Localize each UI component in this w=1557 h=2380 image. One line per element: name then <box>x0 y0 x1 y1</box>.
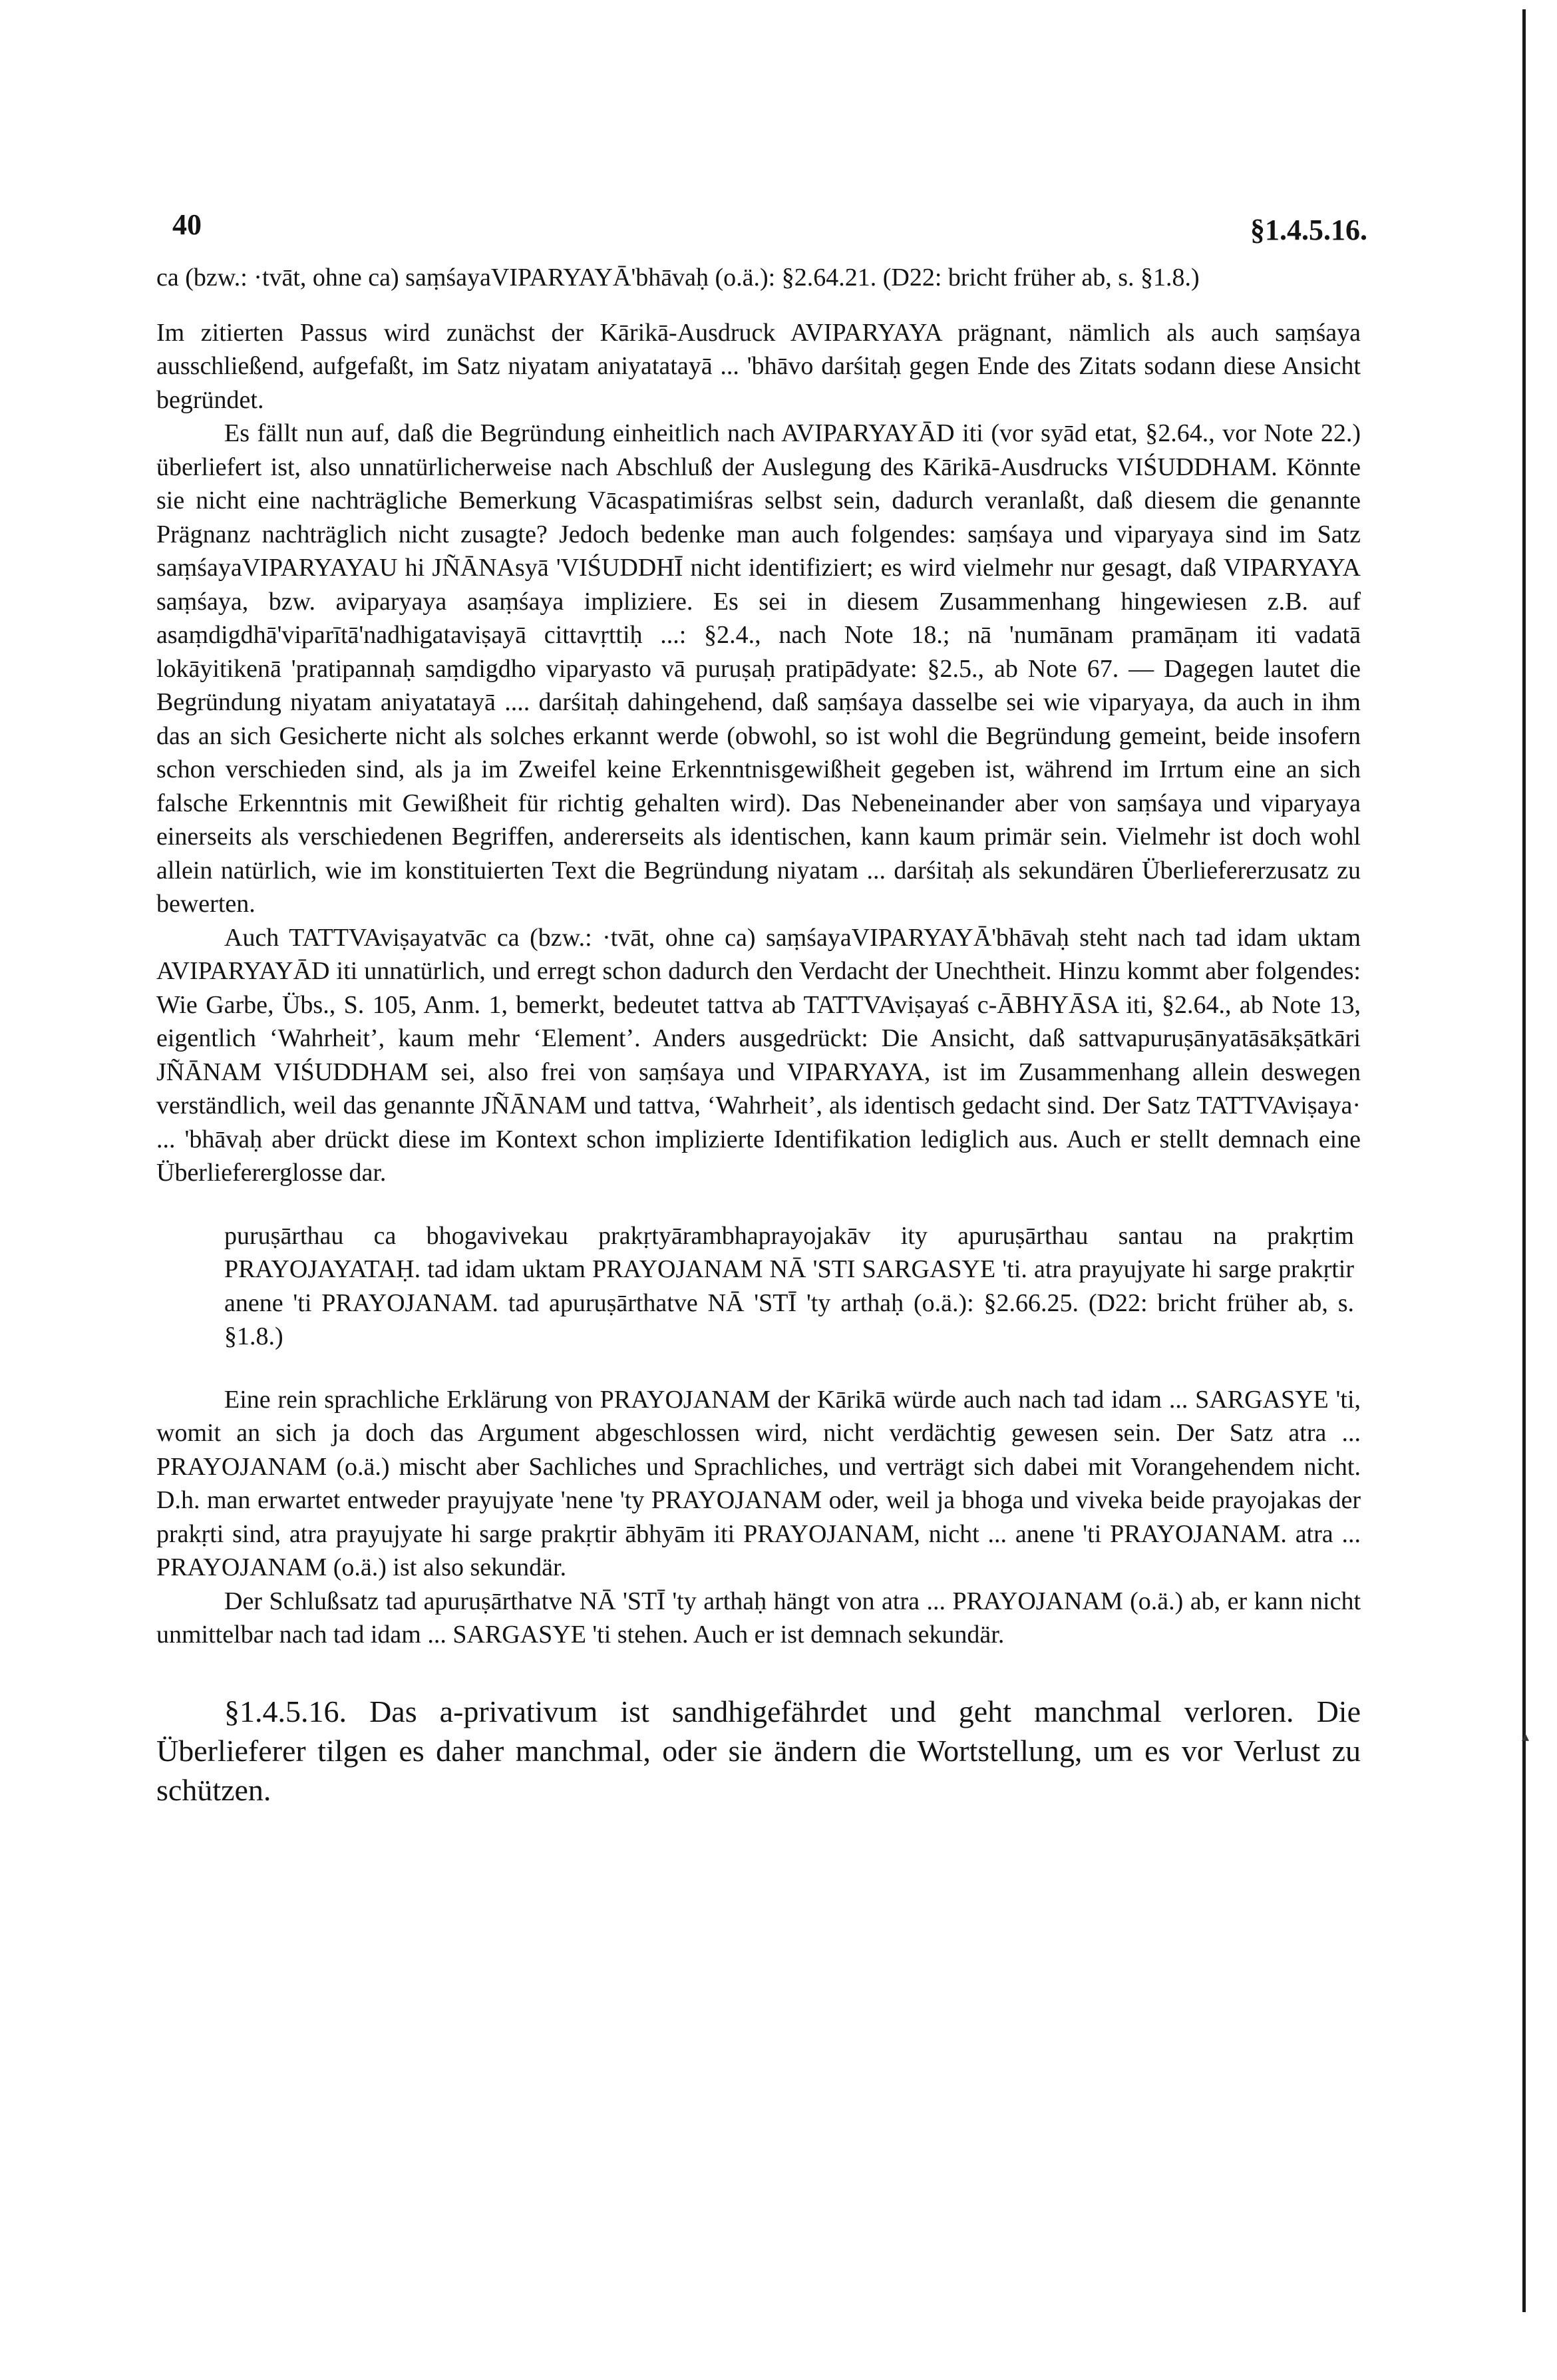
quoted-passage: puruṣārthau ca bhogavivekau prakṛtyārambhaprayojakāv ity apuruṣārthau santau na prakṛtim PRAYOJAYATAḤ. tad idam uktam PRAYOJANAM NĀ 'STI SARGASYE 'ti. atra prayujyate hi sarge prakṛtir anene 'ti PRAYOJANAM. tad apuruṣārthatve NĀ 'STĪ 'ty arthaḥ (o.ä.): §2.66.25. (D22: bricht früher ab, s. §1.8.) <box>224 1221 1354 1350</box>
scan-edge-line <box>1522 9 1526 2312</box>
paragraph-5: Eine rein sprachliche Erklärung von PRAYOJANAM der Kārikā würde auch nach tad idam ... SARGASYE 'ti, womit an sich ja doch das Argument abgeschlossen wird, nicht verdächtig gewesen sein. Der Satz atra ... PRAYOJANAM (o.ä.) mischt aber Sachliches und Sprachliches, und verträgt sich dabei mit Vorangehendem nicht. D.h. man erwartet entweder prayujyate 'nene 'ty PRAYOJANAM oder, weil ja bhoga und viveka beide prayojakas der prakṛti sind, atra prayujyate hi sarge prakṛtir ābhyām iti PRAYOJANAM, nicht ... anene 'ti PRAYOJANAM. atra ... PRAYOJANAM (o.ä.) ist also sekundär. <box>156 1385 1361 1581</box>
section-heading: §1.4.5.16. Das a-privativum ist sandhigefährdet und geht manchmal verloren. Die Überlieferer tilgen es daher manchmal, oder sie ändern die Wortstellung, um es vor Verlust zu schützen. <box>156 1694 1361 1807</box>
paragraph-3: Es fällt nun auf, daß die Begründung einheitlich nach AVIPARYAYĀD iti (vor syād etat, §2.64., vor Note 22.) überliefert ist, also unnatürlicherweise nach Abschluß der Auslegung des Kārikā-Ausdrucks VIŚUDDHAM. Könnte sie nicht eine nachträgliche Bemerkung Vācaspatimiśras selbst sein, dadurch veranlaßt, daß diesem die genannte Prägnanz nachträglich nicht zusagte? Jedoch bedenke man auch folgendes: saṃśaya und viparyaya sind im Satz saṃśayaVIPARYAYAU hi JÑĀNAsyā 'VIŚUDDHĪ nicht identifiziert; es wird vielmehr nur gesagt, daß VIPARYAYA saṃśaya, bzw. aviparyaya asaṃśaya impliziere. Es sei in diesem Zusammenhang hingewiesen z.B. auf asaṃdigdhā'viparītā'nadhigatavi​ṣayā cittavṛttiḥ ...: §2.4., nach Note 18.; nā 'numānam pramāṇam iti vadatā lokāyitikenā 'pratipannaḥ saṃdigdho viparyasto vā puruṣaḥ pratipādyate: §2.5., ab Note 67. — Dagegen lautet die Begründung niyatam aniyatatayā .... darśitaḥ dahingehend, daß saṃśaya dasselbe sei wie viparyaya, da auch in ihm das an sich Gesicherte nicht als solches erkannt werde (obwohl, so ist wohl die Begründung gemeint, beide insofern schon verschieden sind, als ja im Zweifel keine Erkenntnisgewißheit gegeben ist, während im Irrtum eine an sich falsche Erkenntnis mit Gewißheit für richtig gehalten wird). Das Nebeneinander aber von saṃśaya und viparyaya einerseits als verschiedenen Begriffen, andererseits als identischen, kann kaum primär sein. Vielmehr ist doch wohl allein natürlich, wie im konstituierten Text die Begründung niyatam ... darśitaḥ als sekundären Überliefererzusatz zu bewerten. <box>156 419 1361 918</box>
section-reference: §1.4.5.16. <box>1250 214 1367 246</box>
paragraph-4: Auch TATTVAviṣayatvāc ca (bzw.: ·tvāt, ohne ca) saṃśayaVIPARYAYĀ'bhāvaḥ steht nach tad idam uktam AVIPARYAYĀD iti unnatürlich, und erregt schon dadurch den Verdacht der Unechtheit. Hinzu kommt aber folgendes: Wie Garbe, Übs., S. 105, Anm. 1, bemerkt, bedeutet tattva ab TATTVAviṣayaś c-ĀBHYĀSA iti, §2.64., ab Note 13, eigentlich ‘Wahrheit’, kaum mehr ‘Element’. Anders ausgedrückt: Die Ansicht, daß sattvapuruṣānyatāsākṣātkāri JÑĀNAM VIŚUDDHAM sei, also frei von saṃśaya und VIPARYAYA, ist im Zusammenhang allein deswegen verständlich, weil das genannte JÑĀNAM und tattva, ‘Wahrheit’, als identisch gedacht sind. Der Satz TATTVAviṣaya· ... 'bhāvaḥ aber drückt diese im Kontext schon implizierte Identifikation lediglich aus. Auch er stellt demnach eine Überlieferergl​osse dar. <box>156 923 1361 1187</box>
scan-speck: ▴ <box>1522 1728 1530 1744</box>
page-number: 40 <box>172 208 202 241</box>
page-content <box>156 208 1367 1810</box>
paragraph-6: Der Schlußsatz tad apuruṣārthatve NĀ 'STĪ 'ty arthaḥ hängt von atra ... PRAYOJANAM (o.ä.) ab, er kann nicht unmittelbar nach tad idam ... SARGASYE 'ti stehen. Auch er ist demnach sekundär. <box>156 1587 1361 1649</box>
paragraph-2: Im zitierten Passus wird zunächst der Kārikā-Ausdruck AVIPARYAYA prägnant, nämlich als auch saṃśaya ausschließend, aufgefaßt, im Satz niyatam aniyatatayā ... 'bhāvo darśitaḥ gegen Ende des Zitats sodann diese Ansicht begründet. <box>156 318 1361 414</box>
paragraph-1: ca (bzw.: ·tvāt, ohne ca) saṃśayaVIPARYAYĀ'bhāvaḥ (o.ä.): §2.64.21. (D22: bricht früher ab, s. §1.8.) <box>156 264 1200 292</box>
page-header <box>156 208 1367 261</box>
